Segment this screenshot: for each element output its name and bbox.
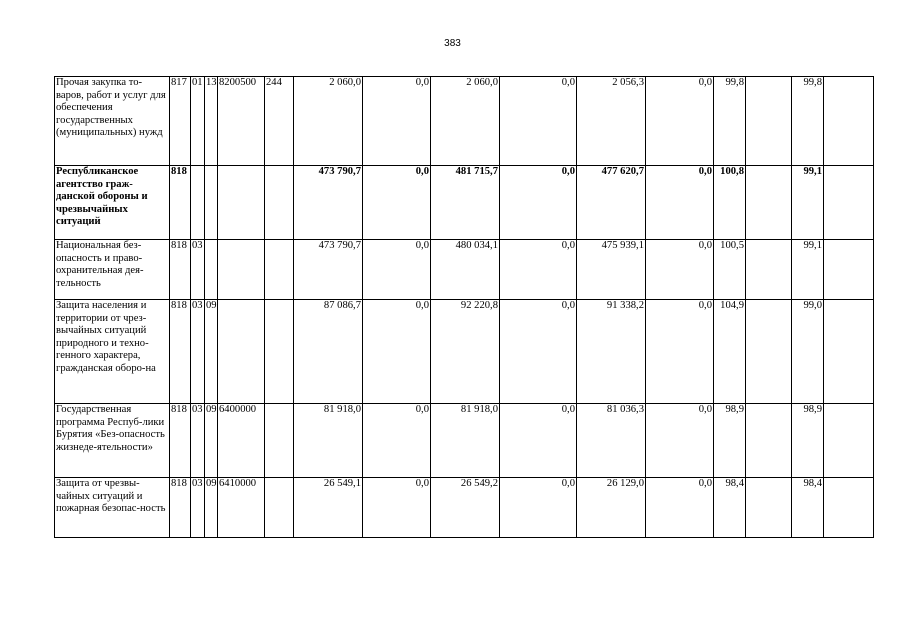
page-number: 383: [444, 38, 461, 49]
admin-code: 818: [170, 166, 191, 240]
approved-subvention: 0,0: [363, 166, 431, 240]
admin-code: 818: [170, 478, 191, 538]
percent-of-plan: 99,1: [792, 240, 824, 300]
table-row: [55, 77, 874, 166]
subsection-code: [205, 240, 218, 300]
percent-of-approved: 104,9: [714, 300, 746, 404]
row-name: Республиканское агентство граж-данской обороны и чрезвычайных ситуаций: [55, 166, 170, 240]
executed-subvention: 0,0: [646, 404, 714, 478]
expense-type-code: 244: [265, 77, 294, 166]
executed-amount: 26 129,0: [577, 478, 646, 538]
empty-cell: [824, 166, 874, 240]
section-code: 03: [191, 240, 205, 300]
empty-cell: [746, 240, 792, 300]
plan-subvention: 0,0: [500, 77, 577, 166]
plan-amount: 26 549,2: [431, 478, 500, 538]
approved-amount: 2 060,0: [294, 77, 363, 166]
percent-of-plan: 99,1: [792, 166, 824, 240]
budget-table: [54, 76, 874, 538]
row-name: Национальная без-опасность и право-охранительная дея-тельность: [55, 240, 170, 300]
plan-subvention: 0,0: [500, 166, 577, 240]
admin-code: 818: [170, 404, 191, 478]
plan-amount: 2 060,0: [431, 77, 500, 166]
target-article-code: [218, 300, 265, 404]
expense-type-code: [265, 240, 294, 300]
expense-type-code: [265, 404, 294, 478]
approved-amount: 87 086,7: [294, 300, 363, 404]
empty-cell: [746, 166, 792, 240]
expense-type-code: [265, 478, 294, 538]
empty-cell: [746, 404, 792, 478]
row-name: Защита населения и территории от чрез-вычайных ситуаций природного и техно-генного характера, гражданская оборо-на: [55, 300, 170, 404]
executed-subvention: 0,0: [646, 300, 714, 404]
approved-subvention: 0,0: [363, 404, 431, 478]
empty-cell: [824, 404, 874, 478]
plan-subvention: 0,0: [500, 404, 577, 478]
admin-code: 818: [170, 300, 191, 404]
row-name: Прочая закупка то-варов, работ и услуг для обеспечения государственных (муниципальных) нужд: [55, 77, 170, 166]
expense-type-code: [265, 166, 294, 240]
subsection-code: 09: [205, 404, 218, 478]
percent-of-approved: 100,5: [714, 240, 746, 300]
approved-subvention: 0,0: [363, 300, 431, 404]
plan-subvention: 0,0: [500, 478, 577, 538]
plan-amount: 81 918,0: [431, 404, 500, 478]
section-code: 03: [191, 300, 205, 404]
approved-amount: 473 790,7: [294, 166, 363, 240]
target-article-code: [218, 166, 265, 240]
table-row: [55, 404, 874, 478]
executed-amount: 81 036,3: [577, 404, 646, 478]
row-name: Защита от чрезвы-чайных ситуаций и пожарная безопас-ность: [55, 478, 170, 538]
empty-cell: [824, 300, 874, 404]
percent-of-plan: 99,0: [792, 300, 824, 404]
plan-subvention: 0,0: [500, 240, 577, 300]
empty-cell: [746, 300, 792, 404]
approved-subvention: 0,0: [363, 240, 431, 300]
admin-code: 818: [170, 240, 191, 300]
table-row: [55, 166, 874, 240]
row-name: Государственная программа Респуб-лики Бурятия «Без-опасность жизнеде-ятельности»: [55, 404, 170, 478]
plan-amount: 481 715,7: [431, 166, 500, 240]
subsection-code: [205, 166, 218, 240]
section-code: 01: [191, 77, 205, 166]
plan-amount: 92 220,8: [431, 300, 500, 404]
empty-cell: [746, 478, 792, 538]
empty-cell: [824, 77, 874, 166]
executed-subvention: 0,0: [646, 166, 714, 240]
percent-of-plan: 98,4: [792, 478, 824, 538]
section-code: 03: [191, 404, 205, 478]
target-article-code: 6410000: [218, 478, 265, 538]
table-row: [55, 300, 874, 404]
target-article-code: 8200500: [218, 77, 265, 166]
executed-amount: 477 620,7: [577, 166, 646, 240]
table-row: [55, 478, 874, 538]
admin-code: 817: [170, 77, 191, 166]
executed-subvention: 0,0: [646, 77, 714, 166]
approved-amount: 473 790,7: [294, 240, 363, 300]
table-row: [55, 240, 874, 300]
percent-of-plan: 98,9: [792, 404, 824, 478]
percent-of-approved: 99,8: [714, 77, 746, 166]
plan-subvention: 0,0: [500, 300, 577, 404]
percent-of-approved: 100,8: [714, 166, 746, 240]
subsection-code: 09: [205, 300, 218, 404]
section-code: [191, 166, 205, 240]
executed-amount: 2 056,3: [577, 77, 646, 166]
empty-cell: [746, 77, 792, 166]
executed-subvention: 0,0: [646, 478, 714, 538]
empty-cell: [824, 240, 874, 300]
expense-type-code: [265, 300, 294, 404]
percent-of-plan: 99,8: [792, 77, 824, 166]
approved-subvention: 0,0: [363, 77, 431, 166]
percent-of-approved: 98,9: [714, 404, 746, 478]
subsection-code: 13: [205, 77, 218, 166]
executed-amount: 91 338,2: [577, 300, 646, 404]
approved-amount: 26 549,1: [294, 478, 363, 538]
target-article-code: [218, 240, 265, 300]
approved-subvention: 0,0: [363, 478, 431, 538]
section-code: 03: [191, 478, 205, 538]
subsection-code: 09: [205, 478, 218, 538]
empty-cell: [824, 478, 874, 538]
executed-amount: 475 939,1: [577, 240, 646, 300]
percent-of-approved: 98,4: [714, 478, 746, 538]
plan-amount: 480 034,1: [431, 240, 500, 300]
target-article-code: 6400000: [218, 404, 265, 478]
executed-subvention: 0,0: [646, 240, 714, 300]
approved-amount: 81 918,0: [294, 404, 363, 478]
